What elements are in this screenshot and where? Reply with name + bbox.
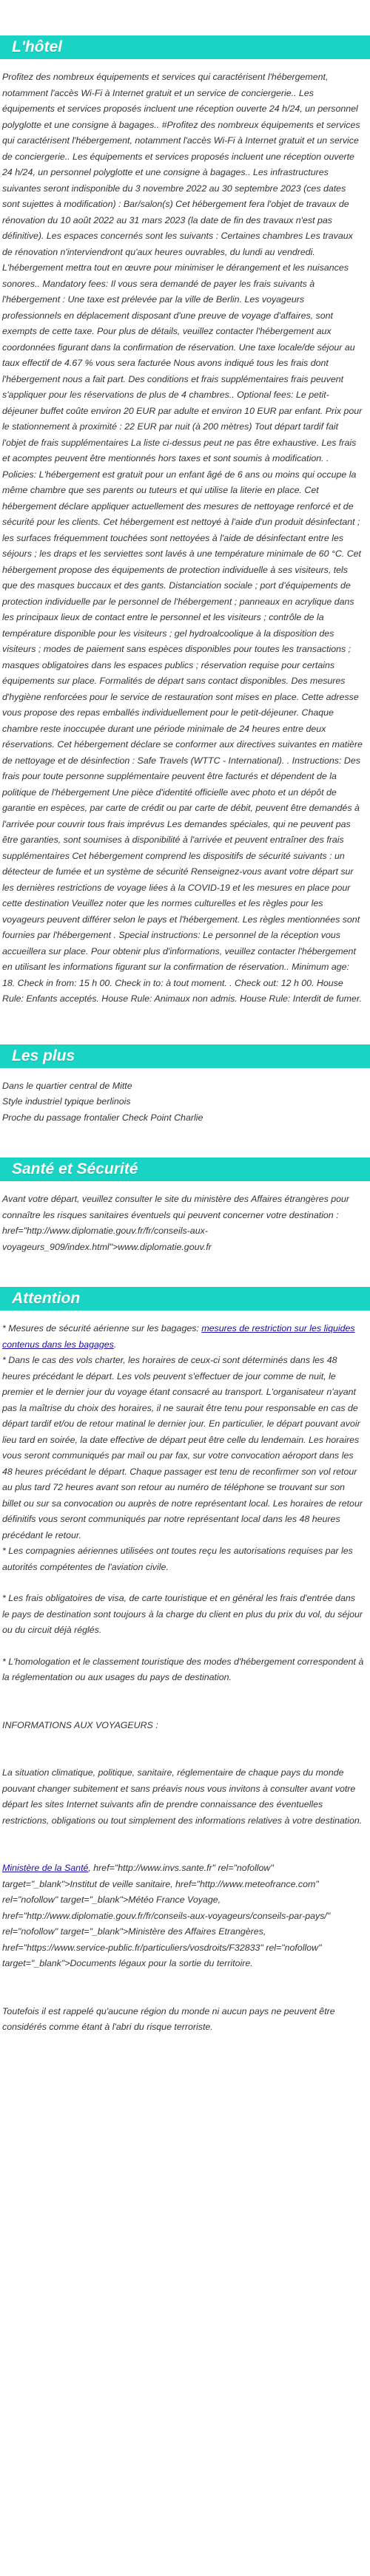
terrorism-risk-note: Toutefois il est rappelé qu'aucune région du monde ni aucun pays ne peuvent être considérés comme étant à l'abri du risque terroriste. — [2, 2005, 335, 2032]
useful-links — [0, 1860, 370, 1972]
attention-heading: Attention — [0, 1287, 370, 1311]
airlines-note: * Les compagnies aériennes utilisées ont toutes reçu les autorisations requises par les autorités compétentes de l'aviation civile. — [2, 1546, 353, 1572]
attention-section — [0, 1287, 370, 2036]
safety-text: Avant votre départ, veuillez consulter le site du ministère des Affaires étrangères pour connaître les risques sanitaires éventuels qui peuvent concerner votre destination : href="http://www.diplomatie.gouv.fr/fr/conseils-aux-voyageurs_909/index.html">www.diplomatie.gouv.fr — [2, 1194, 350, 1252]
safety-heading: Santé et Sécurité — [0, 1158, 370, 1181]
hotel-section — [0, 35, 370, 1007]
hotel-heading: L'hôtel — [0, 35, 370, 59]
liquids-restriction-link[interactable]: mesures de restriction sur les liquides contenus dans les bagages — [2, 1323, 355, 1350]
list-item: Style industriel typique berlinois — [2, 1096, 131, 1107]
baggage-note-suffix: . — [113, 1339, 117, 1350]
health-ministry-link[interactable]: Ministère de la Santé — [2, 1863, 89, 1873]
travellers-info-heading: INFORMATIONS AUX VOYAGEURS : — [2, 1719, 158, 1730]
list-item: Proche du passage frontalier Check Point Charlie — [2, 1112, 204, 1123]
safety-section — [0, 1158, 370, 1255]
list-item: Dans le quartier central de Mitte — [2, 1080, 132, 1091]
useful-links-text: , href="http://www.invs.sante.fr" rel="nofollow" target="_blank">Institut de veille sanitaire, href="http://www.meteofrance.com" rel="nofollow" target="_blank">Météo France Voyage, href="http://www.diplomatie.gouv.fr/fr/conseils-aux-voyageurs/conseils-par-pays/" rel="nofollow" target="_blank">Ministère des Affaires Etrangères, href="https://www.service-public.fr/particuliers/vosdroits/F32833" rel="nofollow" target="_blank">Documents légaux pour la sortie du territoire. — [2, 1863, 331, 1968]
baggage-note — [0, 1321, 370, 1353]
baggage-note-prefix: * Mesures de sécurité aérienne sur les bagages: — [2, 1323, 202, 1333]
highlights-list — [0, 1078, 370, 1126]
charter-flights-note: * Dans le cas des vols charter, les horaires de ceux-ci sont déterminés dans les 48 heures précédant le départ. Les vols peuvent s'effectuer de jour comme de nuit, le premier et le dernier jour du voyage étant consacré au transport. L'organisateur n'ayant pas la maîtrise du choix des horaires, il ne saurait être tenu pour responsable en cas de départ tardif et/ou de retour matinal le dernier jour. En particulier, le départ pouvant avoir lieu tard en soirée, la date effective de départ peut être celle du lendemain. Les horaires vous seront communiqués par mail ou par fax, sur votre convocation aéroport dans les 48 heures précédant le départ. Chaque passager est tenu de reconfirmer son vol retour au plus tard 72 heures avant son retour au numéro de téléphone se trouvant sur son billet ou sur sa convocation ou auprès de notre représentant local. Les horaires de retour définitifs vous seront communiqués par notre représentant local dans les 48 heures précédant le retour. — [2, 1355, 363, 1540]
accommodation-rating-note: * L'homologation et le classement touristique des modes d'hébergement correspondent à la réglementation ou aux usages du pays de destination. — [2, 1656, 364, 1682]
highlights-heading: Les plus — [0, 1044, 370, 1068]
hotel-description: Profitez des nombreux équipements et services qui caractérisent l'hébergement, notamment l'accès Wi-Fi à Internet gratuit et un service de conciergerie.. Les équipements et services proposés incluent une réception ouverte 24 h/24, un personnel polyglotte et une consigne à bagages.. #Profitez des nombreux équipements et services qui caractérisent l'hébergement, notamment l'accès Wi-Fi à Internet gratuit et un service de conciergerie.. Les équipements et services proposés incluent une réception ouverte 24 h/24, un personnel polyglotte et une consigne à bagages.. Les infrastructures suivantes seront indisponible du 3 novembre 2022 au 30 septembre 2023 (ces dates sont sujettes à modification) : Bar/salon(s) Cet hébergement fera l'objet de travaux de rénovation du 10 août 2022 au 31 mars 2023 (la date de fin des travaux n'est pas définitive). Les espaces concernés sont les suivants : Certaines chambres Les travaux de rénovation n'interviendront qu'aux heures ouvrables, du lundi au vendredi. L'hébergement mettra tout en œuvre pour minimiser le dérangement et les nuisances sonores.. Mandatory fees: Il vous sera demandé de payer les frais suivants à l'hébergement : Une taxe est prélevée par la ville de Berlin. Les voyageurs professionnels en déplacement disposant d'une preuve de voyage d'affaires, sont exempts de cette taxe. Pour plus de détails, veuillez contacter l'hébergement aux coordonnées figurant dans la confirmation de réservation. Une taxe locale/de séjour au taux effectif de 4.67 % vous sera facturée Nous avons indiqué tous les frais dont l'hébergement nous a fait part. Des conditions et frais supplémentaires frais peuvent s'appliquer pour les réservations de plus de 4 chambres.. Optional fees: Le petit-déjeuner buffet coûte environ 20 EUR par adulte et environ 10 EUR par enfant. Prix pour le stationnement à proximité : 22 EUR par nuit (à 200 mètres) Tout départ tardif fait l'objet de frais supplémentaires La liste ci-dessus peut ne pas être exhaustive. Les frais et acomptes peuvent être mentionnés hors taxes et sont soumis à modification. . Policies: L'hébergement est gratuit pour un enfant âgé de 6 ans ou moins qui occupe la même chambre que ses parents ou tuteurs et qui utilise la literie en place. Cet hébergement déclare appliquer actuellement des mesures de nettoyage renforcé et de sécurité pour les clients. Cet hébergement est nettoyé à l'aide d'un produit désinfectant ; les surfaces fréquemment touchées sont nettoyées à l'aide de désinfectant entre les séjours ; les draps et les serviettes sont lavés à une température minimale de 60 °C. Cet hébergement propose des équipements de protection individuelle à ses visiteurs, tels que des masques buccaux et des gants. Distanciation sociale ; port d'équipements de protection individuelle par le personnel de l'hébergement ; panneaux en acrylique dans les principaux lieux de contact entre le personnel et les visiteurs ; contrôle de la température disponible pour les visiteurs ; gel hydroalcoolique à la disposition des visiteurs ; modes de paiement sans espèces disponibles pour toutes les transactions ; masques obligatoires dans les espaces publics ; réservation requise pour certains équipements sur place. Formalités de départ sans contact disponibles. Des mesures d'hygiène renforcées pour le service de restauration sont mises en place. Cette adresse vous propose des repas emballés individuellement pour le petit-déjeuner. Chaque chambre reste inoccupée durant une période minimale de 24 heures entre deux réservations. Cet hébergement déclare se conformer aux directives suivantes en matière de nettoyage et de désinfection : Safe Travels (WTTC - International). . Instructions: Des frais pour toute personne supplémentaire peuvent être facturés et dépendent de la politique de l'hébergement Une pièce d'identité officielle avec photo et un dépôt de garantie en espèces, par carte de crédit ou par carte de débit, peuvent être demandés à l'arrivée pour couvrir tous frais imprévus Les demandes spéciales, qui ne peuvent pas être garanties, sont soumises à disponibilité à l'arrivée et peuvent entraîner des frais supplémentaires Cet hébergement comprend les dispositifs de sécurité suivants : un détecteur de fumée et un système de sécurité Renseignez-vous avant votre départ sur les dernières restrictions de voyage liées à la COVID-19 et les mesures en place pour cette destination Veuillez noter que les normes culturelles et les règles pour les voyageurs peuvent différer selon le pays et l'hébergement. Les règles mentionnées sont fournies par l'hébergement . Special instructions: Le personnel de la réception vous accueillera sur place. Pour obtenir plus d'informations, veuillez contacter l'hébergement en utilisant les informations figurant sur la confirmation de réservation.. Minimum age: 18. Check in from: 15 h 00. Check in to: à tout moment. . Check out: 12 h 00. House Rule: Enfants acceptés. House Rule: Animaux non admis. House Rule: Interdit de fumer. — [2, 72, 363, 1004]
highlights-section — [0, 1044, 370, 1126]
travellers-info-text: La situation climatique, politique, sanitaire, réglementaire de chaque pays du monde pouvant changer subitement et sans préavis nous vous invitons à consulter avant votre départ les sites Internet suivants afin de prendre connaissance des éventuelles restrictions, obligations ou tout simplement des informations relatives à votre destination. — [2, 1767, 363, 1826]
visa-fees-note: * Les frais obligatoires de visa, de carte touristique et en général les frais d'entrée dans le pays de destination sont toujours à la charge du client en plus du prix du vol, du séjour ou du circuit déjà réglés. — [2, 1593, 363, 1635]
